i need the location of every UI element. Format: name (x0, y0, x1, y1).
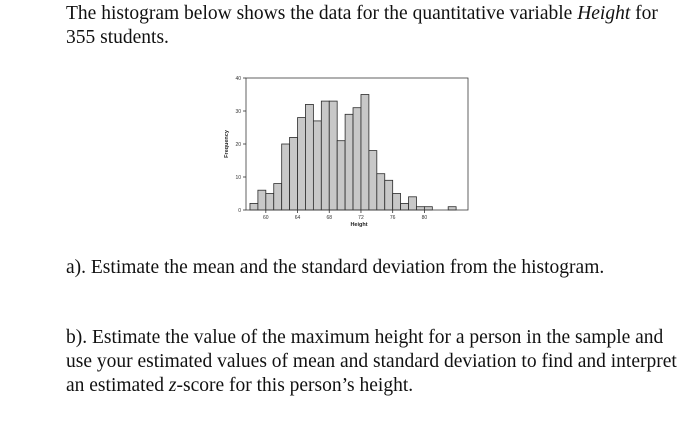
histogram-bar (385, 180, 393, 210)
histogram-bar (282, 144, 290, 210)
x-tick-label: 60 (263, 215, 269, 221)
histogram-bar (353, 108, 361, 210)
histogram-bar (321, 101, 329, 210)
histogram-bar (290, 137, 298, 210)
y-tick-label: 20 (235, 142, 241, 148)
y-tick-label: 40 (235, 76, 241, 82)
histogram-bar (274, 184, 282, 210)
y-tick-label: 0 (238, 208, 241, 214)
variable-name: Height (577, 3, 631, 24)
histogram-bar (377, 174, 385, 210)
histogram-bar (416, 207, 424, 210)
x-tick-label: 64 (294, 215, 301, 221)
histogram-bar (369, 151, 377, 210)
histogram-bar (401, 203, 409, 210)
problem-intro (66, 2, 686, 50)
x-tick-label: 68 (326, 215, 333, 221)
histogram-bar (313, 121, 321, 210)
histogram-bar (409, 197, 417, 210)
question-b-text-start: b). Estimate the value of the maximum height for a person in the sample and use your estimated values of mean and standard deviation to find and interpret an estimated (66, 327, 677, 396)
histogram-bar (393, 194, 401, 211)
x-axis-label: Height (350, 222, 368, 228)
histogram-bar (337, 141, 345, 210)
question-b (66, 326, 686, 398)
histogram-bar (305, 104, 313, 210)
histogram-bar (424, 207, 432, 210)
histogram-bar (250, 203, 258, 210)
intro-text-end: for 355 students. (66, 3, 658, 48)
histogram-bar (298, 118, 306, 210)
intro-text-start: The histogram below shows the data for the quantitative variable (66, 3, 578, 24)
histogram-bar (258, 190, 266, 210)
question-b-text-end: -score for this person’s height. (176, 375, 414, 396)
x-tick-label: 80 (421, 215, 428, 221)
histogram-bar (266, 194, 274, 211)
y-tick-label: 30 (235, 109, 241, 115)
x-tick-label: 72 (358, 215, 364, 221)
height-histogram (222, 72, 472, 232)
z-symbol: z (168, 375, 177, 396)
histogram-bar (345, 114, 353, 210)
y-axis-label: Frequency (224, 130, 230, 158)
x-tick-label: 76 (389, 215, 396, 221)
question-a: a). Estimate the mean and the standard deviation from the histogram. (66, 257, 605, 278)
y-tick-label: 10 (235, 175, 241, 181)
histogram-bar (448, 207, 456, 210)
histogram-bar (361, 95, 369, 211)
histogram-bar (329, 101, 337, 210)
